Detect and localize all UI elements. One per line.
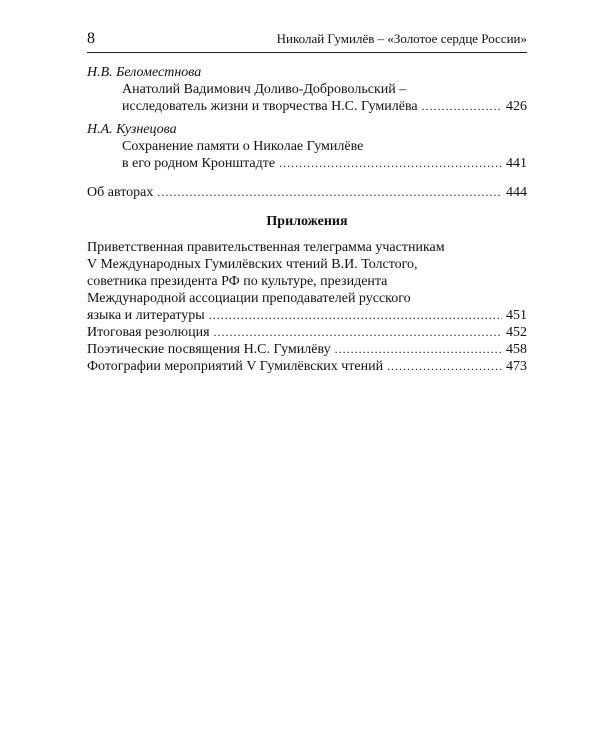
toc-title-line: языка и литературы bbox=[87, 308, 205, 323]
dot-leader bbox=[214, 324, 502, 341]
dot-leader bbox=[157, 184, 502, 201]
toc-author: Н.В. Беломестнова bbox=[87, 65, 202, 80]
toc-title-line: Сохранение памяти о Николае Гумилёве bbox=[122, 139, 364, 154]
toc-title-line: исследователь жизни и творчества Н.С. Гумилёва bbox=[122, 99, 418, 114]
toc-leader-line bbox=[87, 307, 527, 324]
toc-page-number: 452 bbox=[506, 325, 527, 340]
toc-entry bbox=[87, 324, 527, 341]
running-title: Николай Гумилёв – «Золотое сердце России» bbox=[276, 31, 527, 46]
toc-entry bbox=[87, 239, 527, 324]
toc-page-number: 426 bbox=[506, 99, 527, 114]
toc-entry bbox=[87, 121, 527, 172]
toc-page-number: 451 bbox=[506, 308, 527, 323]
toc-title-line: Об авторах bbox=[87, 185, 154, 200]
toc-title-line: V Международных Гумилёвских чтений В.И. Толстого, bbox=[87, 257, 418, 272]
toc-title-line: Приветственная правительственная телеграмма участникам bbox=[87, 240, 445, 255]
toc-title-line: Поэтические посвящения Н.С. Гумилёву bbox=[87, 342, 331, 357]
table-of-contents bbox=[87, 64, 527, 375]
dot-leader bbox=[209, 307, 502, 324]
section-heading: Приложения bbox=[266, 214, 348, 229]
dot-leader bbox=[335, 341, 502, 358]
toc-entry-about-authors bbox=[87, 184, 527, 201]
toc-title-line: Итоговая резолюция bbox=[87, 325, 210, 340]
toc-page-number: 444 bbox=[506, 185, 527, 200]
toc-title-line: в его родном Кронштадте bbox=[122, 156, 276, 171]
dot-leader bbox=[279, 155, 502, 172]
page-header bbox=[87, 28, 527, 53]
toc-page-number: 458 bbox=[506, 342, 527, 357]
page-number: 8 bbox=[87, 30, 95, 47]
dot-leader bbox=[422, 98, 502, 115]
toc-page-number: 441 bbox=[506, 156, 527, 171]
toc-title-line: Анатолий Вадимович Доливо-Добровольский – bbox=[122, 82, 407, 97]
toc-leader-line bbox=[122, 155, 527, 172]
dot-leader bbox=[387, 358, 502, 375]
toc-title-line: Международной ассоциации преподавателей русского bbox=[87, 291, 411, 306]
toc-leader-line bbox=[122, 98, 527, 115]
toc-title-line: советника президента РФ по культуре, президента bbox=[87, 274, 388, 289]
toc-entry bbox=[87, 341, 527, 358]
toc-page-number: 473 bbox=[506, 359, 527, 374]
toc-author: Н.А. Кузнецова bbox=[87, 122, 177, 137]
toc-entry bbox=[87, 358, 527, 375]
toc-entry bbox=[87, 64, 527, 115]
toc-title-line: Фотографии мероприятий V Гумилёвских чтений bbox=[87, 359, 384, 374]
